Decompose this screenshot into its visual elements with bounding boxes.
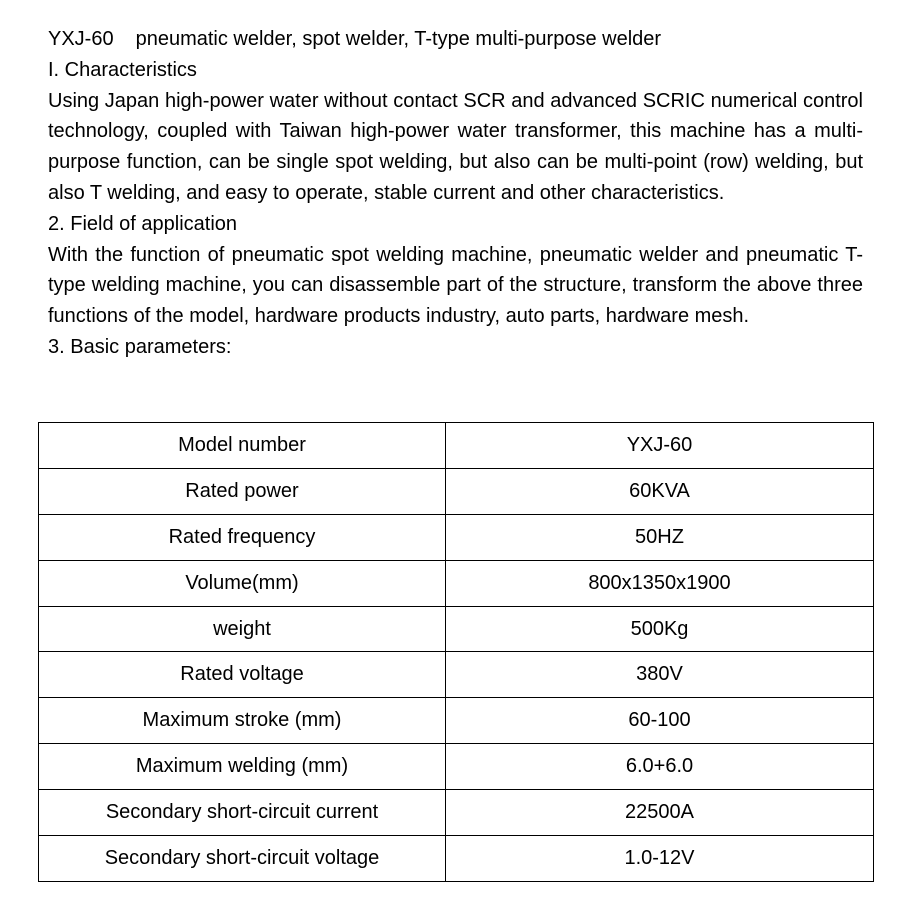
param-value: 1.0-12V: [446, 836, 874, 882]
table-row: [39, 606, 874, 652]
table-row: [39, 698, 874, 744]
parameters-heading: 3. Basic parameters:: [48, 335, 232, 358]
table-row: [39, 514, 874, 560]
document-title: [48, 24, 863, 55]
param-value: 500Kg: [446, 606, 874, 652]
param-label: Volume(mm): [39, 560, 446, 606]
param-label: weight: [39, 606, 446, 652]
title-description: pneumatic welder, spot welder, T-type multi-purpose welder: [135, 28, 662, 50]
param-label: Rated frequency: [39, 514, 446, 560]
param-label: Maximum welding (mm): [39, 744, 446, 790]
table-row: [39, 744, 874, 790]
param-value: 60KVA: [446, 468, 874, 514]
param-label: Rated power: [39, 468, 446, 514]
table-row: [39, 652, 874, 698]
param-value: 60-100: [446, 698, 874, 744]
table-row: [39, 423, 874, 469]
param-value: 800x1350x1900: [446, 560, 874, 606]
characteristics-text: Using Japan high-power water without contact SCR and advanced SCRIC numerical control technology, coupled with Taiwan high-power water transformer, this machine has a multi-purpose function, can be single spot welding, but also can be multi-point (row) welding, but also T welding, and easy to operate, stable current and other characteristics.: [48, 89, 863, 204]
application-text: With the function of pneumatic spot welding machine, pneumatic welder and pneumatic T-type welding machine, you can disassemble part of the structure, transform the above three functions of the model, hardware products industry, auto parts, hardware mesh.: [48, 243, 863, 328]
param-value: 380V: [446, 652, 874, 698]
table-row: [39, 560, 874, 606]
param-label: Maximum stroke (mm): [39, 698, 446, 744]
document-body: [48, 24, 863, 363]
param-label: Rated voltage: [39, 652, 446, 698]
table-row: [39, 468, 874, 514]
table-row: [39, 836, 874, 882]
param-label: Secondary short-circuit current: [39, 790, 446, 836]
param-label: Secondary short-circuit voltage: [39, 836, 446, 882]
characteristics-heading: I. Characteristics: [48, 58, 197, 81]
parameters-table: [38, 422, 874, 882]
param-label: Model number: [39, 423, 446, 469]
table-row: [39, 790, 874, 836]
param-value: 6.0+6.0: [446, 744, 874, 790]
application-heading: 2. Field of application: [48, 212, 238, 235]
title-model: YXJ-60: [48, 28, 114, 50]
param-value: 50HZ: [446, 514, 874, 560]
param-value: YXJ-60: [446, 423, 874, 469]
param-value: 22500A: [446, 790, 874, 836]
